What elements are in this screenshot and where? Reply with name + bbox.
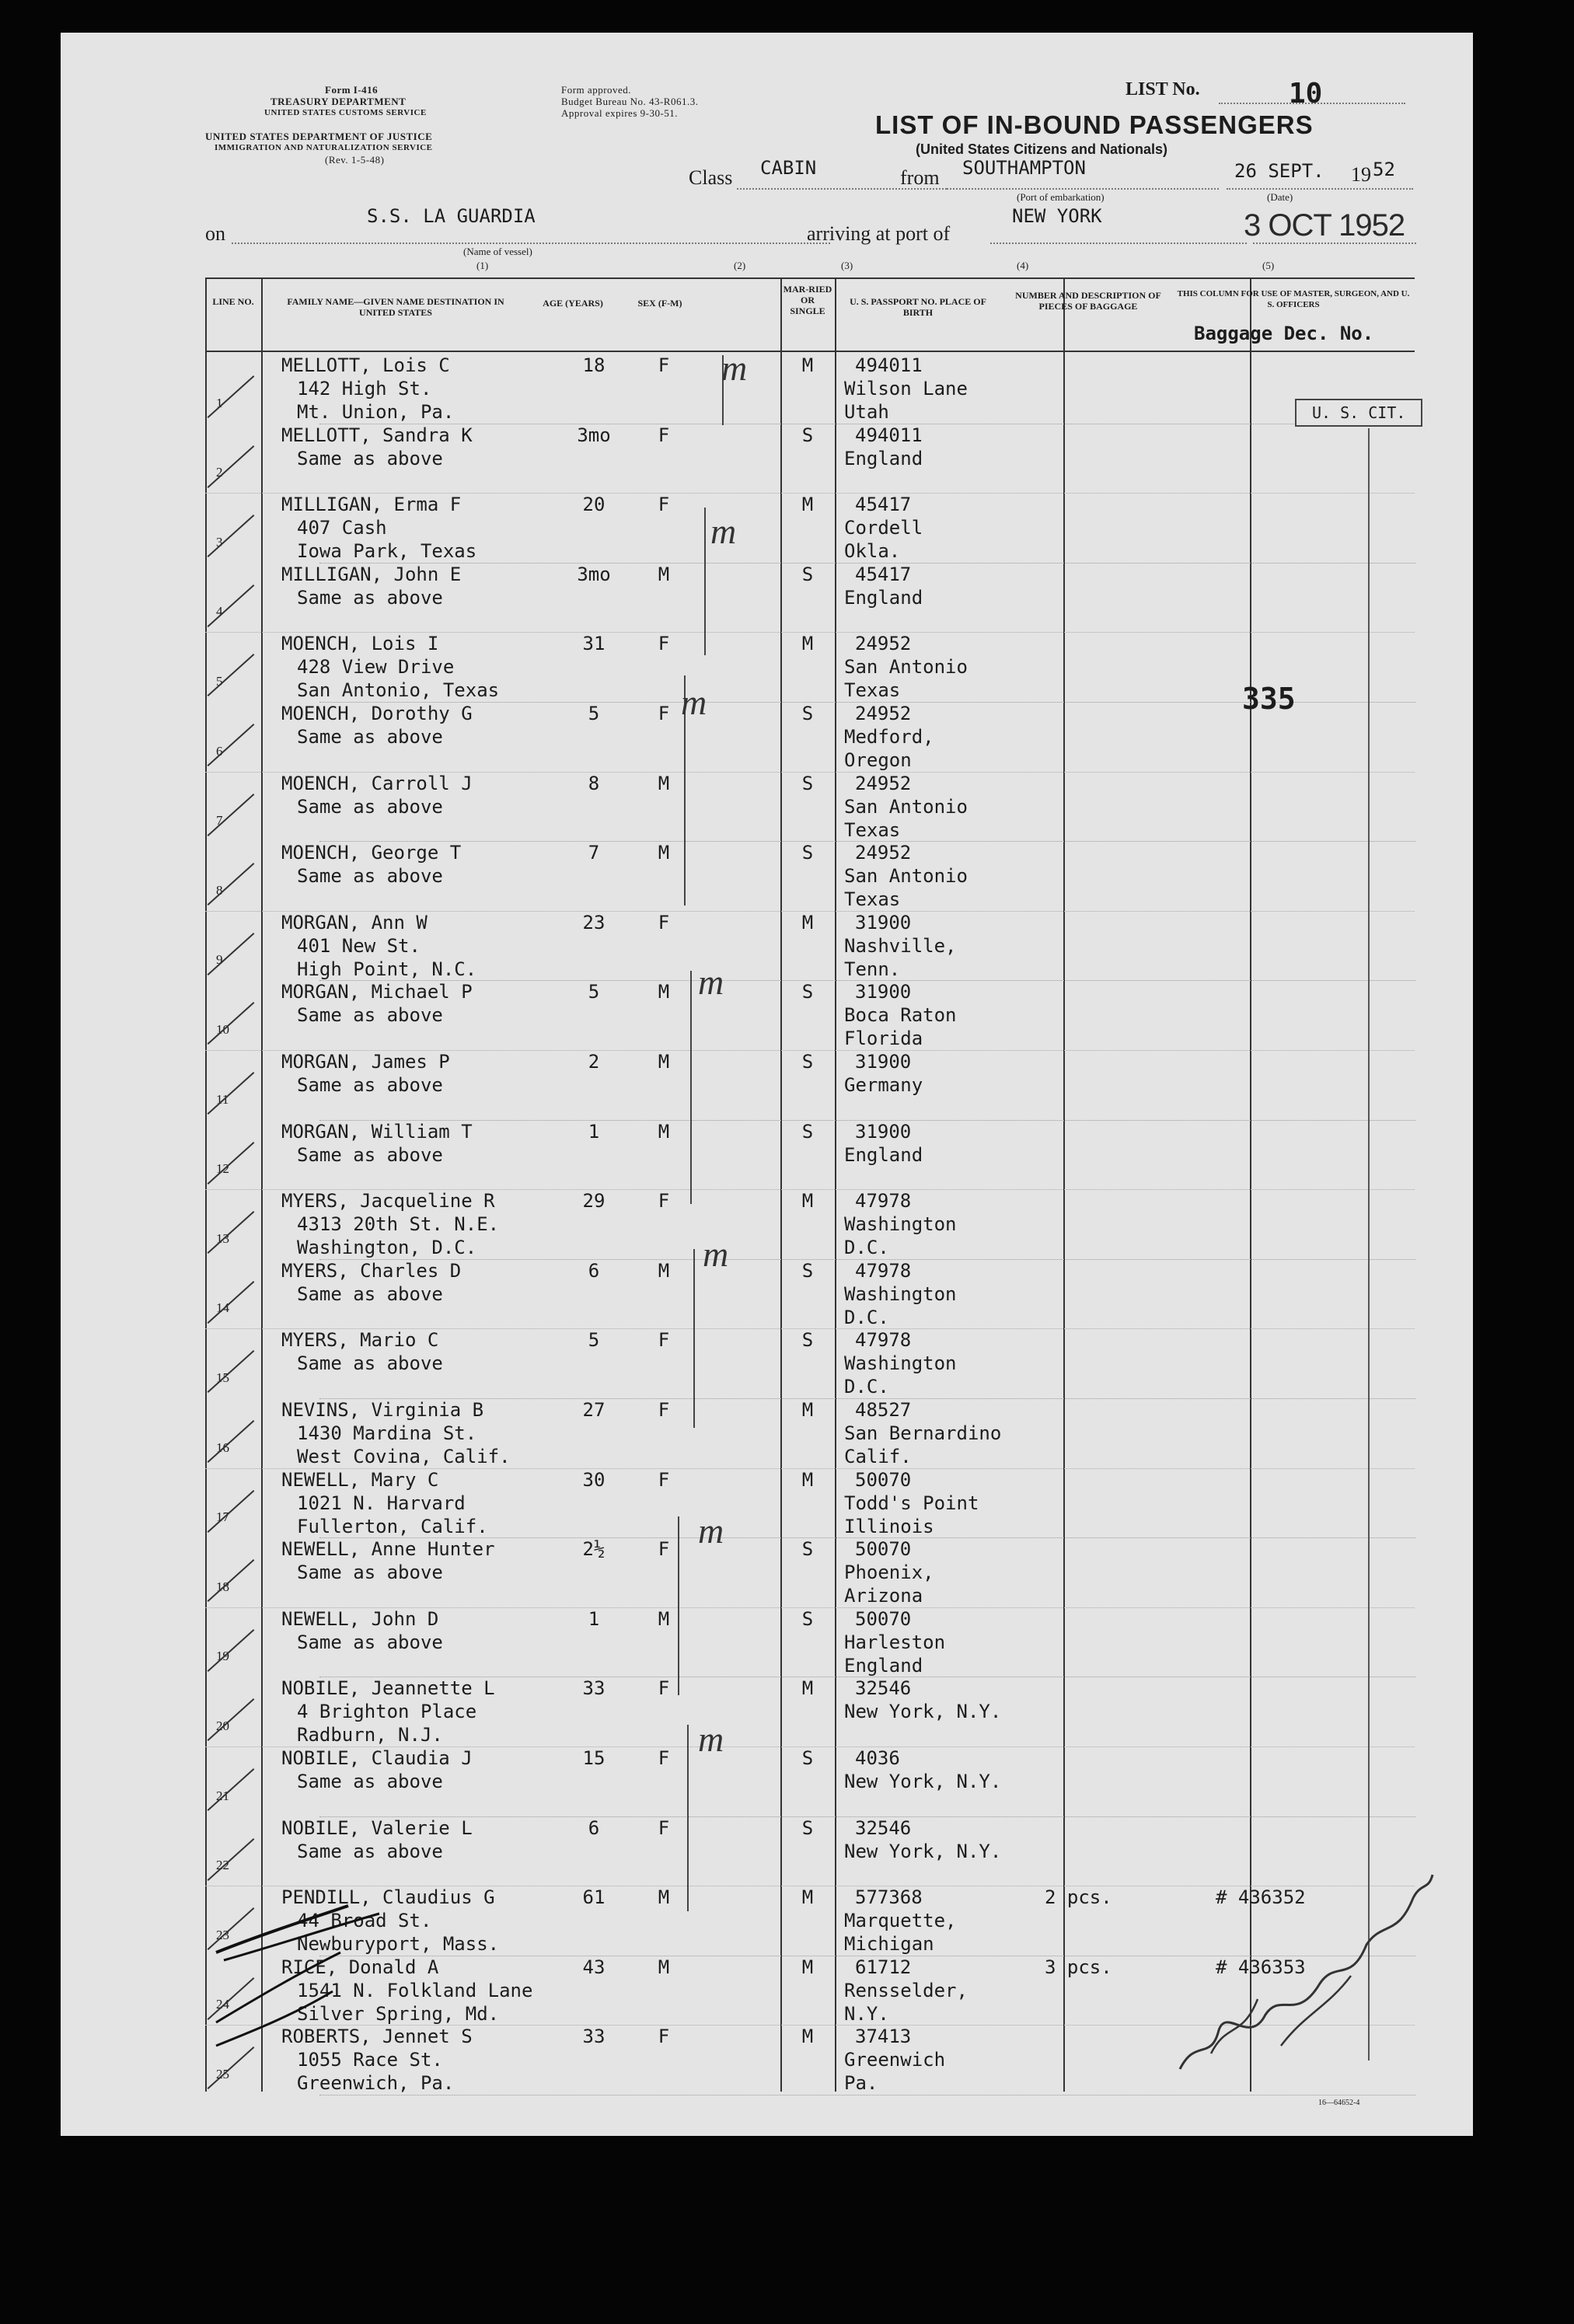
passenger-age: 7 bbox=[588, 842, 600, 864]
col-caption-2: (2) bbox=[734, 260, 746, 271]
passenger-age: 23 bbox=[582, 911, 606, 933]
passenger-name: MELLOTT, Sandra K bbox=[281, 424, 473, 446]
line-number: 17 bbox=[216, 1509, 229, 1525]
passenger-sex: M bbox=[658, 1120, 670, 1143]
place-of-birth: England bbox=[844, 1143, 923, 1166]
passenger-sex: M bbox=[658, 1607, 670, 1630]
passenger-address: 407 Cash Iowa Park, Texas bbox=[297, 517, 477, 563]
passenger-marital-status: S bbox=[801, 424, 814, 446]
line-number: 8 bbox=[216, 882, 223, 898]
date-caption: (Date) bbox=[1267, 191, 1293, 203]
passenger-address: 1541 N. Folkland Lane Silver Spring, Md. bbox=[297, 1979, 533, 2025]
place-of-birth: San Bernardino Calif. bbox=[844, 1422, 1002, 1467]
table-row bbox=[205, 1468, 1415, 1538]
line-number: 9 bbox=[216, 952, 223, 968]
passenger-name: MOENCH, Lois I bbox=[281, 633, 439, 655]
line-number: 3 bbox=[216, 534, 223, 550]
passenger-sex: F bbox=[658, 633, 670, 655]
passenger-age: 2½ bbox=[582, 1538, 606, 1561]
table-row bbox=[205, 1398, 1415, 1468]
passenger-marital-status: S bbox=[801, 703, 814, 724]
passenger-marital-status: M bbox=[801, 1677, 814, 1700]
check-mark bbox=[208, 445, 255, 488]
passenger-age: 6 bbox=[588, 1259, 600, 1282]
check-mark bbox=[208, 375, 255, 418]
customs-service: UNITED STATES CUSTOMS SERVICE bbox=[264, 108, 427, 117]
passport-number: 32546 bbox=[855, 1816, 912, 1839]
table-row bbox=[205, 493, 1415, 563]
passenger-age: 3mo bbox=[577, 424, 611, 446]
baggage-pieces: 3 pcs. bbox=[1045, 1956, 1112, 1978]
passenger-age: 3mo bbox=[577, 563, 611, 585]
passenger-address: Same as above bbox=[297, 1004, 443, 1027]
place-of-birth: Nashville, Tenn. bbox=[844, 934, 957, 980]
passenger-sex: M bbox=[658, 842, 670, 864]
place-of-birth: San Antonio Texas bbox=[844, 795, 968, 841]
passenger-address: Same as above bbox=[297, 726, 443, 748]
passenger-name: NEWELL, Anne Hunter bbox=[281, 1538, 495, 1561]
passport-number: 31900 bbox=[855, 1051, 912, 1073]
passenger-age: 30 bbox=[582, 1468, 606, 1491]
place-of-birth: England bbox=[844, 586, 923, 609]
line-number: 10 bbox=[216, 1021, 229, 1037]
passport-number: 24952 bbox=[855, 703, 912, 724]
passenger-age: 18 bbox=[582, 354, 606, 376]
check-mark bbox=[208, 1629, 255, 1672]
passenger-marital-status: S bbox=[801, 1051, 814, 1073]
passenger-address: 1021 N. Harvard Fullerton, Calif. bbox=[297, 1492, 488, 1537]
passenger-name: NOBILE, Valerie L bbox=[281, 1816, 473, 1839]
passenger-address: 428 View Drive San Antonio, Texas bbox=[297, 656, 500, 702]
place-of-birth: England bbox=[844, 447, 923, 469]
passenger-address: 1430 Mardina St. West Covina, Calif. bbox=[297, 1422, 511, 1467]
check-mark bbox=[208, 1420, 255, 1463]
passenger-marital-status: M bbox=[801, 2026, 814, 2048]
col-caption-5: (5) bbox=[1262, 260, 1275, 271]
col-caption-4: (4) bbox=[1017, 260, 1029, 271]
line-number: 15 bbox=[216, 1370, 229, 1385]
ins-service: IMMIGRATION AND NATURALIZATION SERVICE bbox=[215, 143, 433, 152]
passenger-age: 5 bbox=[588, 981, 600, 1003]
stamp-vertical-line bbox=[1368, 428, 1370, 2061]
on-label: on bbox=[205, 222, 225, 245]
header-age: AGE (YEARS) bbox=[543, 298, 603, 309]
treasury-dept: TREASURY DEPARTMENT bbox=[270, 96, 407, 107]
check-mark bbox=[208, 1350, 255, 1393]
passenger-age: 5 bbox=[588, 703, 600, 724]
passenger-age: 1 bbox=[588, 1120, 600, 1143]
line-number: 24 bbox=[216, 1997, 229, 2012]
passenger-address: Same as above bbox=[297, 1282, 443, 1305]
passenger-sex: M bbox=[658, 1051, 670, 1073]
table-row bbox=[205, 1537, 1415, 1607]
passport-number: 45417 bbox=[855, 563, 912, 585]
passenger-age: 6 bbox=[588, 1816, 600, 1839]
passenger-address: Same as above bbox=[297, 1074, 443, 1096]
embarkation-port: SOUTHAMPTON bbox=[962, 157, 1086, 179]
passport-number: 4036 bbox=[855, 1747, 900, 1769]
passenger-name: RICE, Donald A bbox=[281, 1956, 439, 1978]
passenger-sex: F bbox=[658, 1677, 670, 1700]
passenger-address: Same as above bbox=[297, 1840, 443, 1862]
passenger-age: 5 bbox=[588, 1329, 600, 1352]
passenger-name: MYERS, Charles D bbox=[281, 1259, 462, 1282]
form-revision: (Rev. 1-5-48) bbox=[325, 154, 385, 166]
port-embarkation-caption: (Port of embarkation) bbox=[1017, 191, 1105, 203]
line-number: 21 bbox=[216, 1788, 229, 1803]
arrival-date-stamp: 3 OCT 1952 bbox=[1244, 208, 1405, 243]
line-number: 19 bbox=[216, 1649, 229, 1664]
list-no-label: LIST No. bbox=[1126, 79, 1200, 99]
form-number: Form I-416 bbox=[325, 84, 379, 96]
check-mark bbox=[208, 933, 255, 975]
table-row bbox=[205, 563, 1415, 633]
line-number: 7 bbox=[216, 813, 223, 829]
passport-number: 32546 bbox=[855, 1677, 912, 1700]
line-number: 2 bbox=[216, 465, 223, 480]
col-caption-1: (1) bbox=[476, 260, 489, 271]
place-of-birth: Greenwich Pa. bbox=[844, 2049, 946, 2095]
check-mark bbox=[208, 1559, 255, 1602]
header-passport: U. S. PASSPORT NO. PLACE OF BIRTH bbox=[850, 296, 986, 318]
passenger-name: NEWELL, Mary C bbox=[281, 1468, 439, 1491]
passenger-name: MILLIGAN, John E bbox=[281, 563, 462, 585]
passenger-address: 4 Brighton Place Radburn, N.J. bbox=[297, 1701, 477, 1746]
passenger-address: Same as above bbox=[297, 586, 443, 609]
year-suffix: 52 bbox=[1373, 159, 1395, 180]
line-number: 6 bbox=[216, 743, 223, 759]
passenger-name: NOBILE, Claudia J bbox=[281, 1747, 473, 1769]
passport-number: 494011 bbox=[855, 424, 923, 446]
line-number: 4 bbox=[216, 604, 223, 619]
passenger-sex: F bbox=[658, 2026, 670, 2048]
passenger-age: 8 bbox=[588, 772, 600, 794]
baggage-declaration-no: # 436353 bbox=[1216, 1956, 1306, 1978]
passenger-age: 20 bbox=[582, 494, 606, 516]
passport-number: 47978 bbox=[855, 1259, 912, 1282]
header-line-no: LINE NO. bbox=[212, 296, 254, 307]
header-baggage: NUMBER AND DESCRIPTION OF PIECES OF BAGGAGE bbox=[1015, 290, 1161, 312]
passenger-sex: F bbox=[658, 1399, 670, 1421]
passenger-address: 44 Broad St. Newburyport, Mass. bbox=[297, 1910, 500, 1956]
passport-number: 50070 bbox=[855, 1607, 912, 1630]
passport-number: 45417 bbox=[855, 494, 912, 516]
passenger-marital-status: M bbox=[801, 1886, 814, 1909]
passport-number: 50070 bbox=[855, 1538, 912, 1561]
header-name: FAMILY NAME—GIVEN NAME DESTINATION IN UNITED STATES bbox=[287, 296, 504, 318]
passenger-sex: M bbox=[658, 1886, 670, 1909]
class-label: Class bbox=[689, 166, 733, 189]
passenger-age: 31 bbox=[582, 633, 606, 655]
passenger-name: MILLIGAN, Erma F bbox=[281, 494, 462, 516]
passenger-sex: F bbox=[658, 1816, 670, 1839]
baggage-pieces: 2 pcs. bbox=[1045, 1886, 1112, 1909]
passenger-name: MYERS, Jacqueline R bbox=[281, 1190, 495, 1213]
place-of-birth: Medford, Oregon bbox=[844, 726, 934, 771]
passenger-marital-status: S bbox=[801, 981, 814, 1003]
check-mark bbox=[208, 1072, 255, 1115]
passenger-marital-status: S bbox=[801, 1747, 814, 1769]
table-row bbox=[205, 702, 1415, 772]
place-of-birth: New York, N.Y. bbox=[844, 1701, 1002, 1723]
passenger-address: Same as above bbox=[297, 1631, 443, 1653]
place-of-birth: Todd's Point Illinois bbox=[844, 1492, 979, 1537]
passenger-sex: F bbox=[658, 354, 670, 376]
passenger-name: NEVINS, Virginia B bbox=[281, 1399, 484, 1421]
place-of-birth: San Antonio Texas bbox=[844, 656, 968, 702]
passenger-marital-status: S bbox=[801, 563, 814, 585]
page-title: LIST OF IN-BOUND PASSENGERS bbox=[875, 110, 1314, 139]
passenger-marital-status: S bbox=[801, 842, 814, 864]
table-row bbox=[205, 424, 1415, 494]
passenger-name: MOENCH, Dorothy G bbox=[281, 703, 473, 724]
place-of-birth: Phoenix, Arizona bbox=[844, 1562, 934, 1607]
passport-number: 48527 bbox=[855, 1399, 912, 1421]
line-number: 25 bbox=[216, 2066, 229, 2081]
table-row bbox=[205, 632, 1415, 702]
passport-number: 494011 bbox=[855, 354, 923, 376]
check-mark bbox=[208, 794, 255, 836]
passenger-sex: M bbox=[658, 1259, 670, 1282]
passenger-address: Same as above bbox=[297, 795, 443, 818]
table-row bbox=[205, 1677, 1415, 1746]
passenger-sex: F bbox=[658, 1538, 670, 1561]
passenger-marital-status: S bbox=[801, 1607, 814, 1630]
passport-number: 61712 bbox=[855, 1956, 912, 1978]
passenger-age: 2 bbox=[588, 1051, 600, 1073]
passenger-sex: F bbox=[658, 703, 670, 724]
passenger-marital-status: M bbox=[801, 354, 814, 376]
passenger-sex: M bbox=[658, 981, 670, 1003]
passenger-sex: F bbox=[658, 1747, 670, 1769]
line-number: 1 bbox=[216, 395, 223, 410]
footer-code: 16—64652-4 bbox=[1318, 2099, 1360, 2107]
passenger-table: LINE NO. FAMILY NAME—GIVEN NAME DESTINATION IN UNITED STATES AGE (YEARS) SEX (F-M) MAR-RIED OR SINGLE U. S. PASSPORT NO. PLACE OF BIRTH NUMBER AND DESCRIPTION OF PIECES OF BAGGAGE THIS COLUMN FOR USE OF MASTER, SURGEON, AND U. S. OFFICERS Baggage Dec. No. MELLOTT, Lois C 142 High St. Mt. Union, Pa. 18 F M 494011 Wilson Lane Utah 1 MELLOTT, Sandra K Same as above 3mo F S 494011 England 2 MILLIGAN, Erma F 407 Cash Iowa Park, Texas 20 F M 45417 Cordell Okla. 3 MILLIGAN, John E Same as above 3mo M S 45417 England 4 MOENCH, Lois I 428 View Drive San Antonio, Texas 31 F M 24952 San Antonio Texas 5 MOENCH, Dorothy G Same as above 5 F S 24952 Medford, Oregon 6 MOENCH, Carroll J Same as above 8 M S 24952 San Antonio Texas 7 MOENCH, George T Same as above 7 M S 24952 San Antonio Texas 8 MORGAN, Ann W 401 New St. High Point, N.C. 23 F M 31900 Nashville, Tenn. 9 MORGAN, Michael P Same as above 5 M S 31900 Boca Raton Florida 10 MORGAN, James P Same as above 2 M S 31900 Germany 11 MORGAN, William T Same as above 1 M S 31900 England 12 MYERS, Jacqueline R 4313 20th St. N.E. Washington, D.C. 29 F M 47978 Washington D.C. 13 MYERS, Charles D Same as above 6 M S 47978 Washington D.C. 14 MYERS, Mario C Same as above 5 F S 47978 Washington D.C. 15 NEVINS, Virginia B 1430 Mardina St. West Covina, Calif. 27 F M 48527 San Bernardino Calif. 16 NEWELL, Mary C 1021 N. Harvard Fullerton, Calif. 30 F M 50070 Todd's Point Illinois 17 NEWELL, Anne Hunter Same as above 2½ F S 50070 Phoenix, Arizona 18 NEWELL, John D Same as above 1 M S 50070 Harleston England 19 NOBILE, Jeannette L 4 Brighton Place Radburn, N.J. 33 F M 32546 New York, N.Y. 20 NOBILE, Claudia J Same as above 15 F S 4036 New York, N.Y. 21 NOBILE, Valerie L Same as above 6 F S 32546 New York, N.Y. 22 PENDILL, Claudius G 44 Broad St. Newburyport, Mass. 61 M M 577368 Marquette, Michigan 2 pcs. # 436352 23 RICE, Donald A 1541 N. Folkland Lane Silver Spring, Md. 43 M M 61712 Rensselder, N.Y. 3 pcs. # 436353 24 ROBERTS, Jennet S 1055 Race St. Greenwich, Pa. 33 F M 37413 Greenwich Pa. 25 U. S. CIT. 335 m m m m m m m bbox=[205, 277, 1415, 2092]
line-number: 23 bbox=[216, 1927, 229, 1942]
passenger-address: 401 New St. High Point, N.C. bbox=[297, 934, 477, 980]
table-row bbox=[205, 354, 1415, 424]
place-of-birth: Boca Raton Florida bbox=[844, 1004, 957, 1050]
place-of-birth: Wilson Lane Utah bbox=[844, 378, 968, 423]
table-row bbox=[205, 772, 1415, 842]
passenger-name: MELLOTT, Lois C bbox=[281, 354, 450, 376]
passenger-age: 29 bbox=[582, 1190, 606, 1213]
us-citizen-stamp: U. S. CIT. bbox=[1295, 399, 1422, 427]
passport-number: 37413 bbox=[855, 2026, 912, 2048]
passenger-address: Same as above bbox=[297, 1352, 443, 1375]
line-number: 11 bbox=[216, 1091, 229, 1107]
line-number: 22 bbox=[216, 1858, 229, 1873]
passport-number: 47978 bbox=[855, 1190, 912, 1213]
passenger-age: 33 bbox=[582, 1677, 606, 1700]
check-mark bbox=[208, 724, 255, 766]
col-caption-3: (3) bbox=[841, 260, 853, 271]
passenger-sex: F bbox=[658, 424, 670, 446]
passenger-marital-status: M bbox=[801, 1190, 814, 1213]
header-sex: SEX (F-M) bbox=[637, 298, 682, 309]
passenger-age: 15 bbox=[582, 1747, 606, 1769]
header-officers: THIS COLUMN FOR USE OF MASTER, SURGEON, AND U. S. OFFICERS bbox=[1177, 289, 1410, 309]
check-mark bbox=[208, 515, 255, 557]
place-of-birth: Germany bbox=[844, 1074, 923, 1096]
arrival-port: NEW YORK bbox=[1012, 205, 1102, 227]
table-row bbox=[205, 911, 1415, 981]
check-mark bbox=[208, 1490, 255, 1533]
table-row bbox=[205, 980, 1415, 1050]
line-number: 13 bbox=[216, 1230, 229, 1246]
arriving-label: arriving at port of bbox=[807, 222, 951, 245]
check-mark bbox=[208, 654, 255, 696]
passenger-name: MORGAN, James P bbox=[281, 1051, 450, 1073]
passenger-name: MOENCH, Carroll J bbox=[281, 772, 473, 794]
passenger-name: MORGAN, Ann W bbox=[281, 911, 428, 933]
passenger-sex: F bbox=[658, 911, 670, 933]
table-row bbox=[205, 1607, 1415, 1677]
passenger-address: Same as above bbox=[297, 1562, 443, 1584]
embarkation-date: 26 SEPT. bbox=[1234, 160, 1324, 182]
passport-number: 47978 bbox=[855, 1329, 912, 1352]
approved-line2: Budget Bureau No. 43-R061.3. bbox=[561, 96, 699, 107]
passenger-sex: F bbox=[658, 1329, 670, 1352]
page-subtitle: (United States Citizens and Nationals) bbox=[916, 141, 1168, 157]
table-row bbox=[205, 1050, 1415, 1120]
passenger-name: MOENCH, George T bbox=[281, 842, 462, 864]
passenger-name: PENDILL, Claudius G bbox=[281, 1886, 495, 1909]
passenger-marital-status: M bbox=[801, 1399, 814, 1421]
passenger-age: 43 bbox=[582, 1956, 606, 1978]
passenger-age: 1 bbox=[588, 1607, 600, 1630]
passenger-marital-status: S bbox=[801, 1816, 814, 1839]
passenger-marital-status: S bbox=[801, 1120, 814, 1143]
passenger-age: 33 bbox=[582, 2026, 606, 2048]
passenger-address: Same as above bbox=[297, 865, 443, 888]
passenger-marital-status: S bbox=[801, 1538, 814, 1561]
passenger-name: MYERS, Mario C bbox=[281, 1329, 439, 1352]
place-of-birth: Washington D.C. bbox=[844, 1282, 957, 1328]
table-row bbox=[205, 841, 1415, 911]
passenger-manifest-page bbox=[61, 33, 1473, 2136]
table-row bbox=[205, 1189, 1415, 1259]
passenger-name: MORGAN, William T bbox=[281, 1120, 473, 1143]
passenger-name: NEWELL, John D bbox=[281, 1607, 439, 1630]
year-prefix: 19 bbox=[1351, 163, 1371, 186]
passport-number: 24952 bbox=[855, 633, 912, 655]
passenger-marital-status: S bbox=[801, 1259, 814, 1282]
passenger-sex: F bbox=[658, 1468, 670, 1491]
passenger-address: Same as above bbox=[297, 447, 443, 469]
place-of-birth: Harleston England bbox=[844, 1631, 946, 1677]
passenger-marital-status: M bbox=[801, 633, 814, 655]
place-of-birth: Washington D.C. bbox=[844, 1213, 957, 1259]
table-row bbox=[205, 1120, 1415, 1190]
passenger-address: 1055 Race St. Greenwich, Pa. bbox=[297, 2049, 455, 2095]
check-mark bbox=[208, 1281, 255, 1324]
line-number: 12 bbox=[216, 1161, 229, 1177]
check-mark bbox=[208, 1698, 255, 1741]
passenger-sex: F bbox=[658, 494, 670, 516]
line-number: 20 bbox=[216, 1718, 229, 1733]
check-mark bbox=[208, 584, 255, 627]
table-row bbox=[205, 1328, 1415, 1398]
place-of-birth: Cordell Okla. bbox=[844, 517, 923, 563]
passenger-address: 4313 20th St. N.E. Washington, D.C. bbox=[297, 1213, 500, 1259]
passenger-name: NOBILE, Jeannette L bbox=[281, 1677, 495, 1700]
passport-number: 24952 bbox=[855, 772, 912, 794]
passenger-age: 27 bbox=[582, 1399, 606, 1421]
passenger-name: ROBERTS, Jennet S bbox=[281, 2026, 473, 2048]
passenger-sex: F bbox=[658, 1190, 670, 1213]
line-number: 16 bbox=[216, 1439, 229, 1455]
passenger-sex: M bbox=[658, 772, 670, 794]
approved-line3: Approval expires 9-30-51. bbox=[561, 107, 679, 119]
passenger-sex: M bbox=[658, 1956, 670, 1978]
officer-signature bbox=[1164, 1867, 1444, 2085]
table-row bbox=[205, 1746, 1415, 1816]
passenger-age: 61 bbox=[582, 1886, 606, 1909]
approved-line1: Form approved. bbox=[561, 84, 632, 96]
from-label: from bbox=[900, 166, 940, 189]
table-row bbox=[205, 1259, 1415, 1329]
passport-number: 31900 bbox=[855, 981, 912, 1003]
baggage-dec-label: Baggage Dec. No. bbox=[1194, 323, 1374, 344]
header-married: MAR-RIED OR SINGLE bbox=[783, 284, 832, 316]
baggage-declaration-no: # 436352 bbox=[1216, 1886, 1306, 1909]
class-value: CABIN bbox=[760, 157, 817, 179]
passport-number: 31900 bbox=[855, 911, 912, 933]
passport-number: 24952 bbox=[855, 842, 912, 864]
check-mark bbox=[208, 1768, 255, 1811]
passenger-address: Same as above bbox=[297, 1143, 443, 1166]
passenger-marital-status: S bbox=[801, 1329, 814, 1352]
line-number: 18 bbox=[216, 1579, 229, 1594]
vessel-name: S.S. LA GUARDIA bbox=[367, 205, 536, 227]
place-of-birth: Rensselder, N.Y. bbox=[844, 1979, 968, 2025]
line-number: 14 bbox=[216, 1300, 229, 1316]
vessel-caption: (Name of vessel) bbox=[463, 246, 532, 257]
check-mark bbox=[208, 863, 255, 906]
passenger-name: MORGAN, Michael P bbox=[281, 981, 473, 1003]
baggage-total: 335 bbox=[1242, 682, 1296, 716]
passport-number: 577368 bbox=[855, 1886, 923, 1909]
place-of-birth: New York, N.Y. bbox=[844, 1771, 1002, 1792]
place-of-birth: San Antonio Texas bbox=[844, 865, 968, 911]
passport-number: 50070 bbox=[855, 1468, 912, 1491]
passport-number: 31900 bbox=[855, 1120, 912, 1143]
check-mark bbox=[208, 1211, 255, 1254]
passenger-marital-status: M bbox=[801, 1468, 814, 1491]
list-number: 10 bbox=[1289, 78, 1323, 110]
line-number: 5 bbox=[216, 673, 223, 689]
passenger-marital-status: M bbox=[801, 1956, 814, 1978]
passenger-marital-status: M bbox=[801, 911, 814, 933]
check-mark bbox=[208, 1142, 255, 1185]
place-of-birth: New York, N.Y. bbox=[844, 1840, 1002, 1862]
passenger-address: 142 High St. Mt. Union, Pa. bbox=[297, 378, 455, 423]
passenger-marital-status: S bbox=[801, 772, 814, 794]
passenger-sex: M bbox=[658, 563, 670, 585]
passenger-marital-status: M bbox=[801, 494, 814, 516]
passenger-address: Same as above bbox=[297, 1771, 443, 1792]
check-mark bbox=[208, 1002, 255, 1045]
justice-dept: UNITED STATES DEPARTMENT OF JUSTICE bbox=[205, 131, 433, 142]
place-of-birth: Washington D.C. bbox=[844, 1352, 957, 1398]
place-of-birth: Marquette, Michigan bbox=[844, 1910, 957, 1956]
strike-marks bbox=[208, 1898, 410, 2054]
check-mark bbox=[208, 1838, 255, 1881]
